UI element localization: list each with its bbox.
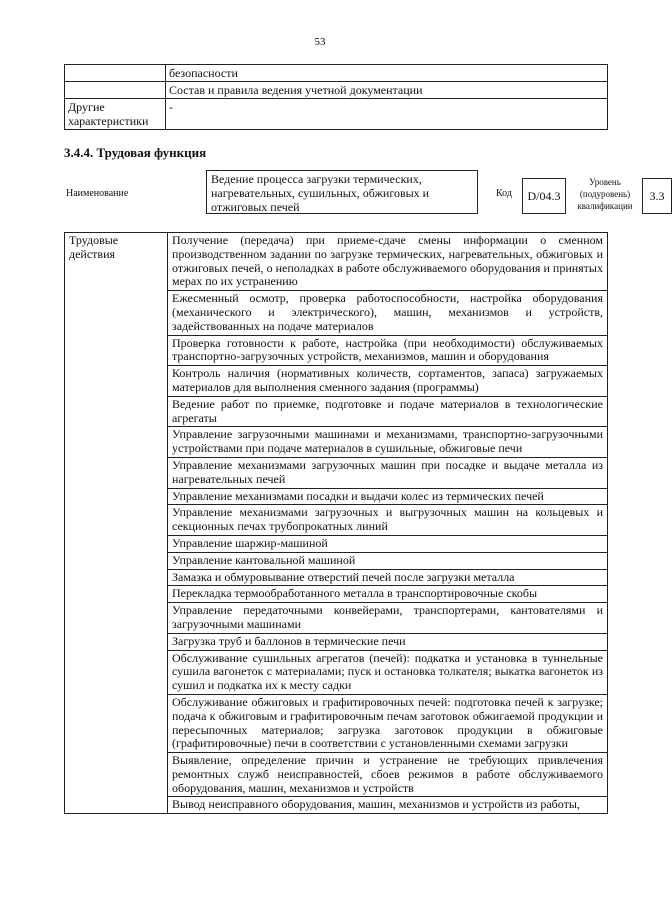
action-item: Управление загрузочными машинами и механизмами, транспортно-загрузочными устройствами при подаче материалов в сушильные, обжиговые печи [168,427,608,458]
action-item: Обслуживание сушильных агрегатов (печей): подкатка и установка в туннельные сушила вагонеток с материалами; пуск и остановка толкателя; выкатка вагонеток из сушил и подкатка их к месту садки [168,650,608,694]
row-value: - [166,99,608,130]
row-label [65,82,166,99]
labor-actions-body [65,233,608,814]
action-item: Контроль наличия (нормативных количеств, сортаментов, запаса) загружаемых материалов для выполнения сменного задания (программы) [168,366,608,397]
row-label [65,65,166,82]
table-row [65,65,608,82]
name-label: Наименование [66,188,129,199]
labor-actions-table [64,232,608,814]
table-row [65,99,608,130]
action-item: Управление передаточными конвейерами, транспортерами, кантователями и загрузочными машинами [168,603,608,634]
top-fragment-table [64,64,608,130]
action-item: Замазка и обмуровывание отверстий печей после загрузки металла [168,569,608,586]
action-item: Перекладка термообработанного металла в транспортировочные скобы [168,586,608,603]
name-value: Ведение процесса загрузки термических, нагревательных, сушильных, обжиговых и отжиговых печей [206,170,478,214]
code-label: Код [496,188,512,199]
level-value: 3.3 [642,178,672,214]
action-item: Управление кантовальной машиной [168,552,608,569]
action-item: Выявление, определение причин и устранение не требующих привлечения ремонтных служб неисправностей, сбоев режимов в работе обслуживаемого оборудования, машин, механизмов и устройств [168,753,608,797]
action-item: Управление механизмами посадки и выдачи колес из термических печей [168,488,608,505]
table-row [65,82,608,99]
actions-label: Трудовые действия [65,233,168,814]
action-item: Ведение работ по приемке, подготовке и подаче материалов в технологические агрегаты [168,396,608,427]
level-label: Уровень (подуровень) квалификации [577,177,633,211]
row-label: Другие характеристики [65,99,166,130]
action-item: Получение (передача) при приеме-сдаче смены информации о сменном производственном задании по загрузке термических, нагревательных, обжиговых и отжиговых печей, о неполадках в работе обслуживаемого оборудования и принятых мерах по их устранению [168,233,608,291]
action-item: Вывод неисправного оборудования, машин, механизмов и устройств из работы, [168,797,608,814]
action-item: Управление механизмами загрузочных и выгрузочных машин на кольцевых и секционных печах трубопрокатных линий [168,505,608,536]
action-item: Обслуживание обжиговых и графитировочных печей: подготовка печей к загрузке; подача к обжиговым и графитировочным печам заготовок обжигаемой продукции и пересыпочных материалов; загрузка заготовок продукции в обжиговые (графитировочные) печи в соответствии с установленными схемами загрузки [168,694,608,752]
function-header [64,170,665,218]
action-item: Загрузка труб и баллонов в термические печи [168,633,608,650]
section-heading: 3.4.4. Трудовая функция [64,145,207,160]
action-item: Управление шаржир-машиной [168,535,608,552]
page-number: 53 [314,36,326,48]
action-item: Управление механизмами загрузочных машин при посадке и выдаче металла из нагревательных печей [168,457,608,488]
row-value: безопасности [166,65,608,82]
row-value: Состав и правила ведения учетной документации [166,82,608,99]
action-item: Проверка готовности к работе, настройка (при необходимости) обслуживаемых транспортно-загрузочных устройств, механизмов, машин и оборудования [168,335,608,366]
table-row [65,233,608,291]
code-value: D/04.3 [522,178,566,214]
action-item: Ежесменный осмотр, проверка работоспособности, настройка оборудования (механического и электрического), машин, механизмов и устройств, задействованных на подаче материалов [168,291,608,335]
